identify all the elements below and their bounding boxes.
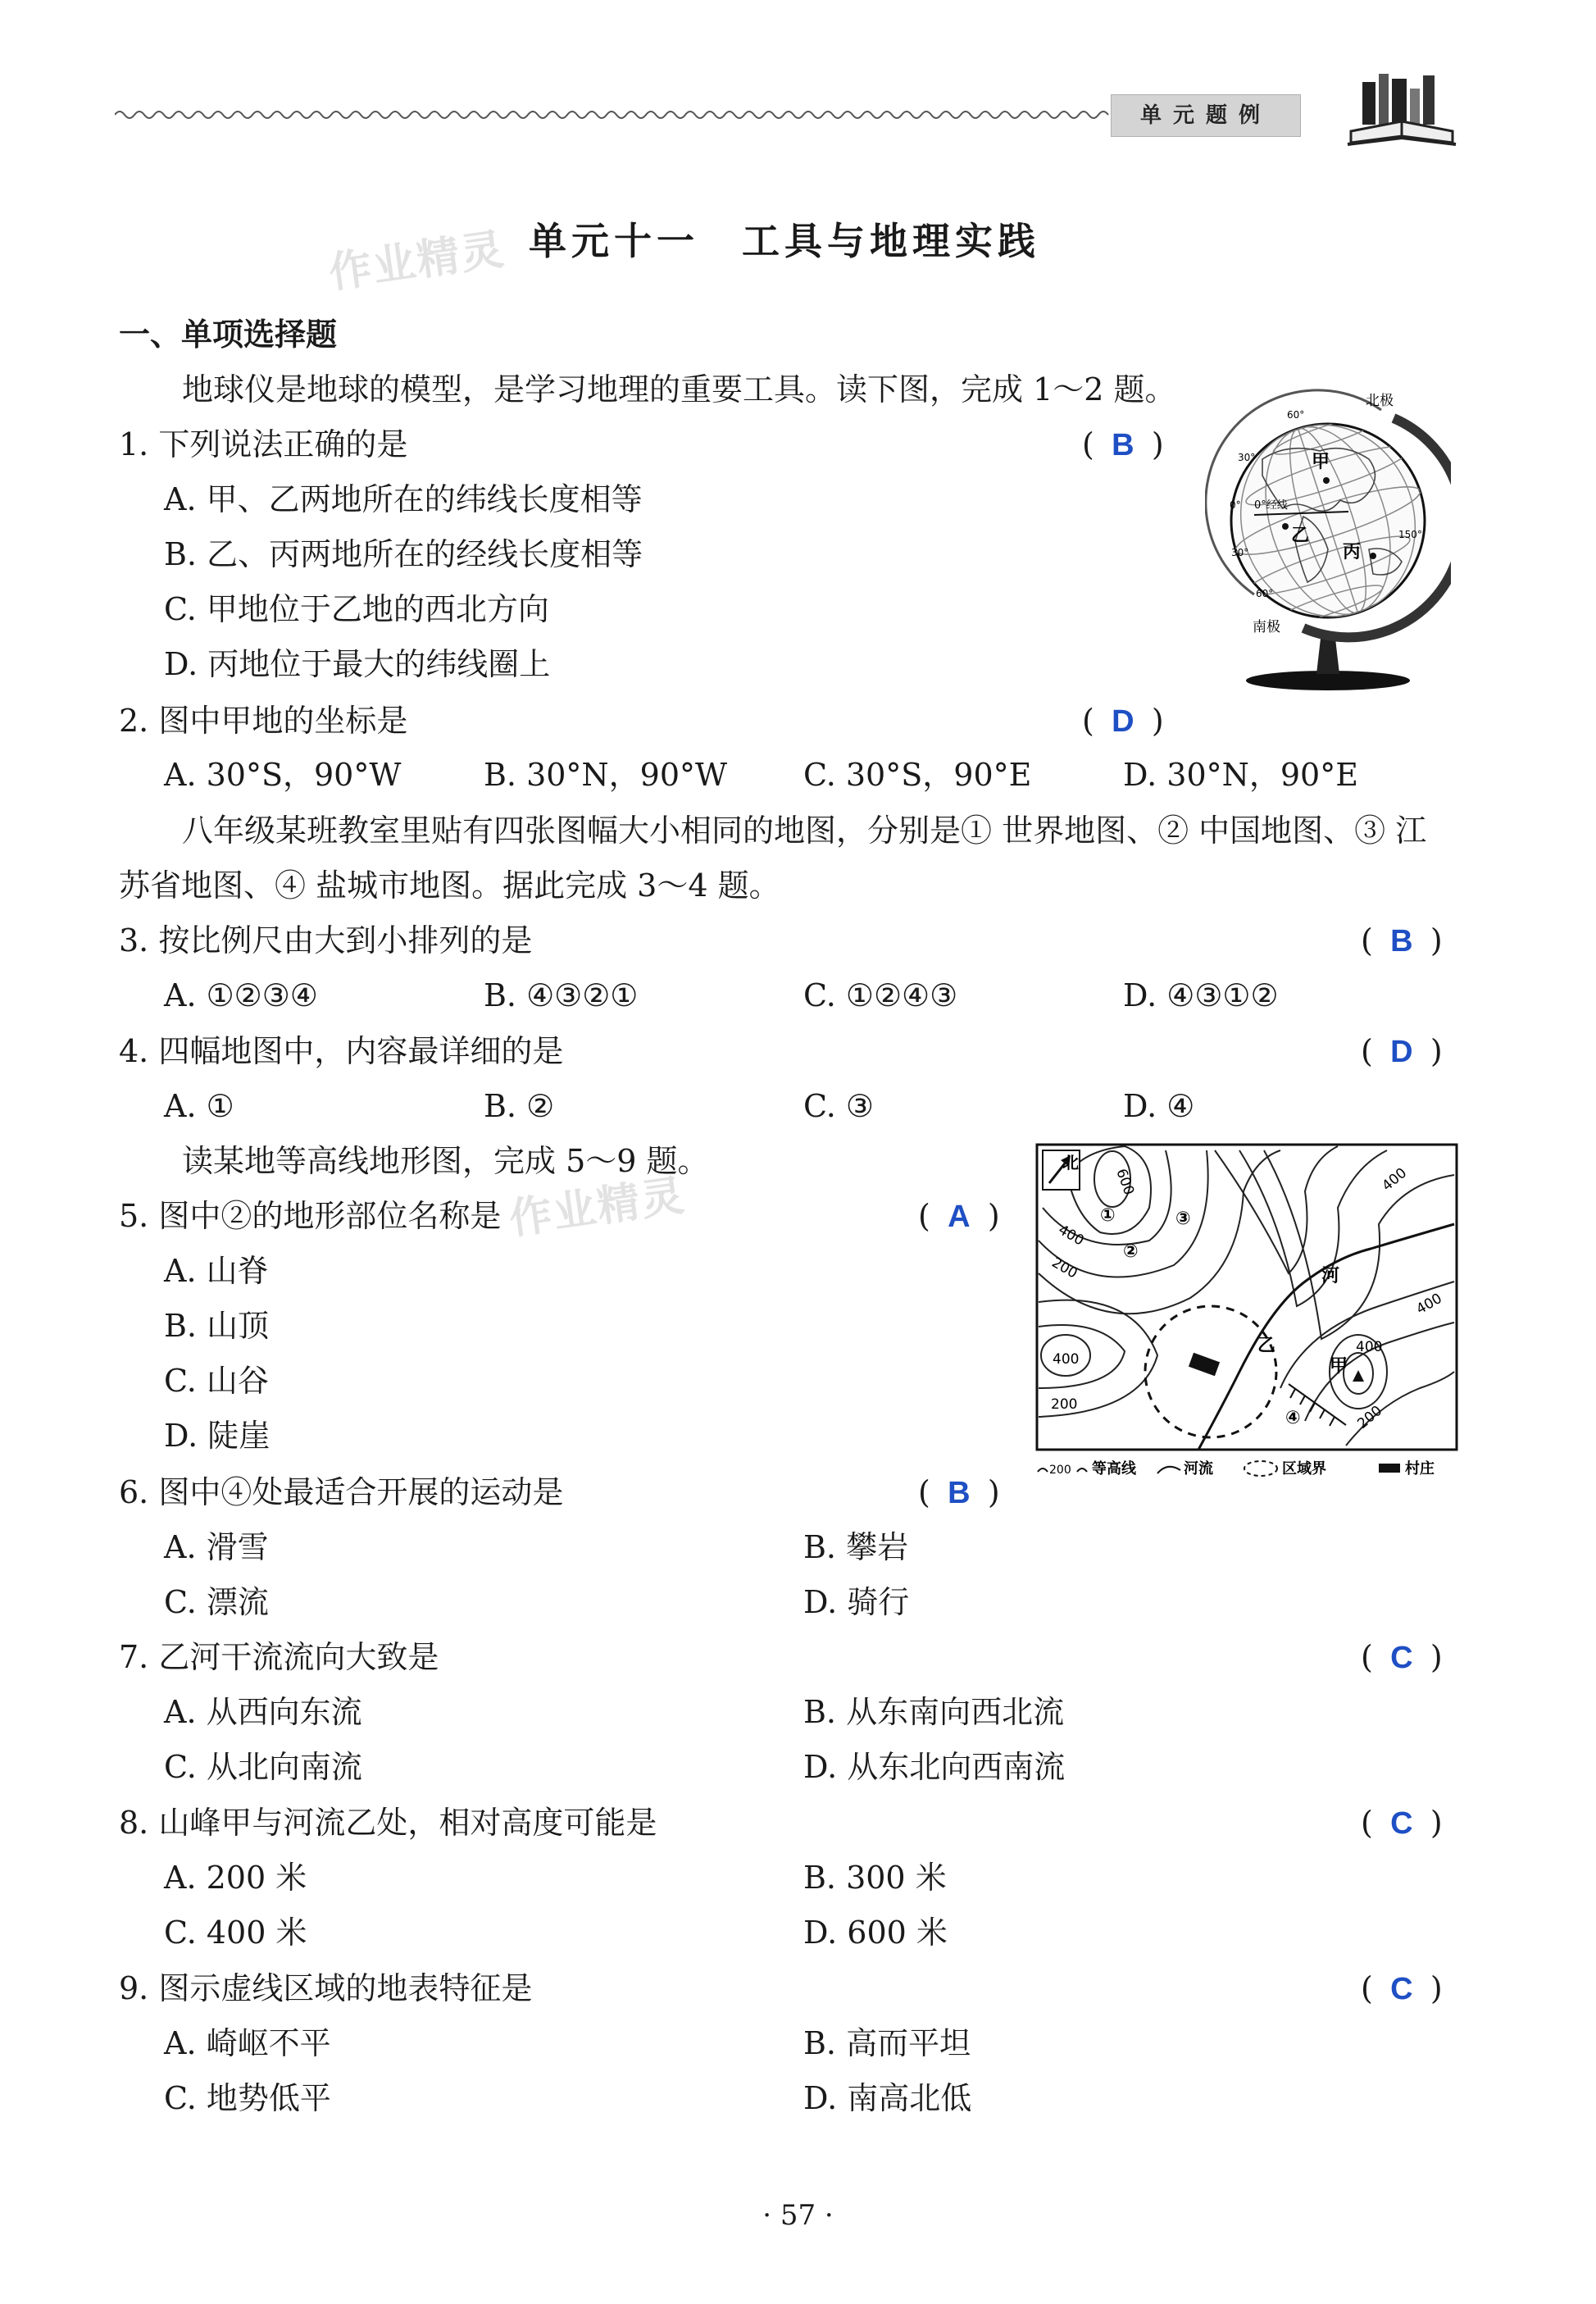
q9-option-d: D. 南高北低 [803, 2080, 972, 2116]
intro-maps-line1: 八年级某班教室里贴有四张图幅大小相同的地图，分别是① 世界地图、② 中国地图、③ 江 [182, 813, 1427, 849]
q6-answer: B [948, 1476, 971, 1510]
q4-stem: 4. 四幅地图中，内容最详细的是 [119, 1033, 564, 1069]
q7-answer-box: ( C ) [1361, 1639, 1443, 1675]
q2-option-d: D. 30°N，90°E [1123, 757, 1358, 793]
globe-label-bing: 丙 [1343, 542, 1362, 562]
q3-option-b: B. ④③②① [484, 977, 639, 1013]
q5-option-c: C. 山谷 [164, 1363, 269, 1399]
globe-label-jia: 甲 [1312, 452, 1330, 472]
header-wavy-line [115, 105, 1111, 125]
q8-option-d: D. 600 米 [803, 1915, 948, 1951]
q8-option-a: A. 200 米 [164, 1860, 307, 1896]
map-label-river: 河 [1321, 1266, 1340, 1286]
page-title: 单元十一 工具与地理实践 [529, 219, 1040, 263]
q1-option-d: D. 丙地位于最大的纬线圈上 [164, 646, 551, 682]
q9-stem: 9. 图示虚线区域的地表特征是 [119, 1970, 533, 2006]
q1-option-c: C. 甲地位于乙地的西北方向 [164, 591, 549, 627]
globe-lon-150: 150° [1398, 529, 1422, 540]
intro-contour: 读某地等高线地形图，完成 5～9 题。 [182, 1143, 709, 1179]
q3-answer-box: ( B ) [1361, 922, 1443, 958]
q8-stem: 8. 山峰甲与河流乙处，相对高度可能是 [119, 1805, 657, 1841]
map-contour-400b: 400 [1053, 1351, 1080, 1368]
q2-stem: 2. 图中甲地的坐标是 [119, 703, 408, 739]
q7-stem: 7. 乙河干流流向大致是 [119, 1639, 439, 1675]
q2-option-c: C. 30°S，90°E [803, 757, 1032, 793]
map-contour-400e: 400 [1356, 1339, 1383, 1355]
q5-answer: A [948, 1200, 971, 1234]
q2-answer-box: ( D ) [1082, 703, 1164, 739]
q5-stem: 5. 图中②的地形部位名称是 [119, 1198, 502, 1234]
q3-option-c: C. ①②④③ [803, 977, 958, 1013]
q8-option-b: B. 300 米 [803, 1860, 947, 1896]
q6-stem: 6. 图中④处最适合开展的运动是 [119, 1474, 564, 1510]
unit-examples-badge: 单元题例 [1111, 94, 1301, 137]
map-marker-1: ① [1100, 1205, 1116, 1226]
globe-lat-60s: 60° [1256, 588, 1274, 599]
q6-option-b: B. 攀岩 [803, 1529, 909, 1565]
books-icon [1344, 67, 1459, 153]
q3-option-d: D. ④③①② [1123, 977, 1279, 1013]
q3-answer: B [1390, 924, 1413, 958]
q1-option-a: A. 甲、乙两地所在的纬线长度相等 [164, 481, 643, 517]
legend-village: 村庄 [1405, 1460, 1435, 1478]
q2-option-a: A. 30°S，90°W [164, 757, 402, 793]
q9-option-c: C. 地势低平 [164, 2080, 331, 2116]
q9-answer: C [1390, 1972, 1413, 2006]
map-contour-600: 600 [1112, 1166, 1138, 1198]
map-contour-400d: 400 [1413, 1290, 1445, 1318]
q5-option-a: A. 山脊 [164, 1253, 269, 1289]
q7-option-a: A. 从西向东流 [164, 1694, 362, 1730]
q8-option-c: C. 400 米 [164, 1915, 307, 1951]
q3-option-a: A. ①②③④ [164, 977, 318, 1013]
q8-answer-box: ( C ) [1361, 1805, 1443, 1841]
q7-option-c: C. 从北向南流 [164, 1749, 362, 1785]
globe-north-pole: 北极 [1366, 393, 1394, 409]
map-label-yi: 乙 [1257, 1336, 1276, 1356]
q5-option-d: D. 陡崖 [164, 1418, 271, 1454]
section-heading: 一、单项选择题 [119, 316, 338, 353]
q2-answer: D [1112, 704, 1134, 739]
q6-answer-box: ( B ) [918, 1474, 1000, 1510]
intro-globe: 地球仪是地球的模型，是学习地理的重要工具。读下图，完成 1～2 题。 [182, 371, 1176, 408]
map-contour-200b: 200 [1051, 1396, 1078, 1413]
q5-option-b: B. 山顶 [164, 1308, 270, 1344]
page-number: · 57 · [762, 2199, 834, 2232]
map-marker-4: ④ [1285, 1408, 1301, 1428]
q1-answer: B [1112, 428, 1134, 462]
q9-option-a: A. 崎岖不平 [164, 2025, 331, 2061]
q6-option-c: C. 漂流 [164, 1584, 269, 1620]
q3-stem: 3. 按比例尺由大到小排列的是 [119, 922, 533, 958]
q7-option-b: B. 从东南向西北流 [803, 1694, 1065, 1730]
q9-answer-box: ( C ) [1361, 1970, 1443, 2006]
watermark-2: 作业精灵 [506, 1171, 689, 1245]
watermark: 作业精灵 [325, 225, 508, 298]
q5-answer-box: ( A ) [918, 1198, 1000, 1234]
intro-maps-line2: 苏省地图、④ 盐城市地图。据此完成 3～4 题。 [119, 867, 780, 904]
q4-option-d: D. ④ [1123, 1088, 1195, 1124]
globe-prime-meridian: 0°经线 [1254, 499, 1288, 512]
legend-river: 河流 [1184, 1460, 1213, 1478]
q4-answer-box: ( D ) [1361, 1033, 1443, 1069]
q7-answer: C [1390, 1641, 1413, 1675]
q6-option-d: D. 骑行 [803, 1584, 910, 1620]
map-contour-200c: 200 [1354, 1402, 1386, 1432]
globe-south-pole: 南极 [1253, 619, 1280, 635]
legend-contour: 等高线 [1092, 1460, 1136, 1478]
map-label-jia: 甲 [1330, 1356, 1348, 1377]
legend-region: 区域界 [1282, 1460, 1326, 1478]
globe-lat-0: 0° [1230, 499, 1241, 511]
q4-option-a: A. ① [164, 1088, 234, 1124]
globe-figure [1205, 385, 1451, 693]
globe-lat-30s: 30° [1231, 547, 1249, 558]
globe-lat-30n: 30° [1238, 452, 1256, 463]
q4-answer: D [1390, 1035, 1413, 1069]
map-contour-200a: 200 [1048, 1254, 1080, 1282]
map-contour-400c: 400 [1379, 1164, 1411, 1195]
q4-option-c: C. ③ [803, 1088, 874, 1124]
q2-option-b: B. 30°N，90°W [484, 757, 728, 793]
q1-option-b: B. 乙、丙两地所在的经线长度相等 [164, 536, 643, 572]
q6-option-a: A. 滑雪 [164, 1529, 269, 1565]
q1-answer-box: ( B ) [1082, 426, 1164, 462]
map-north-label: 北 [1062, 1153, 1079, 1172]
map-marker-3: ③ [1175, 1209, 1191, 1229]
contour-map [1034, 1142, 1461, 1478]
globe-lat-60n: 60° [1287, 409, 1305, 421]
map-contour-400a: 400 [1055, 1222, 1087, 1250]
map-marker-2: ② [1123, 1241, 1139, 1262]
q4-option-b: B. ② [484, 1088, 555, 1124]
globe-label-yi: 乙 [1291, 526, 1310, 546]
legend-contour-value: 200 [1049, 1464, 1071, 1477]
q1-stem: 1. 下列说法正确的是 [119, 426, 408, 462]
q9-option-b: B. 高而平坦 [803, 2025, 971, 2061]
q8-answer: C [1390, 1806, 1413, 1841]
q7-option-d: D. 从东北向西南流 [803, 1749, 1066, 1785]
